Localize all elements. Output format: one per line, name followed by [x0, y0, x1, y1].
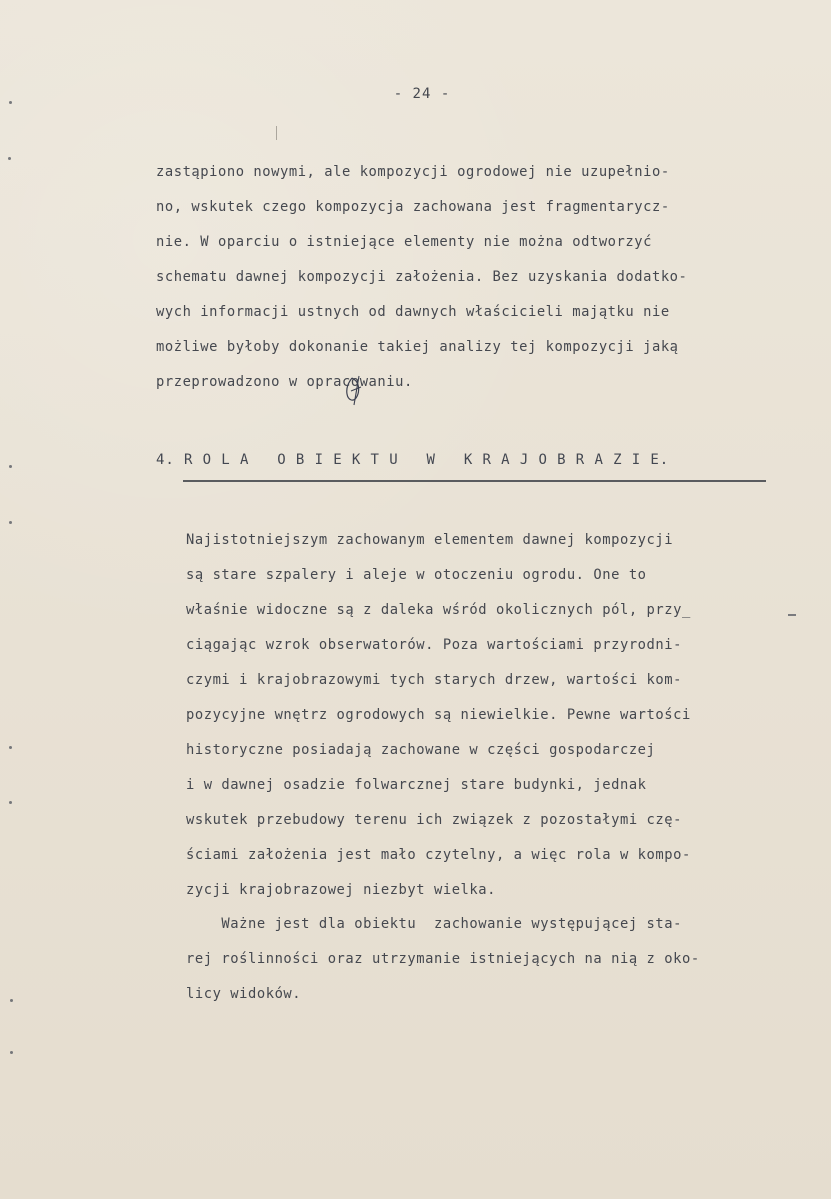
role-paragraph-line-1: Najistotniejszym zachowanym elementem dawnej kompozycji — [186, 532, 674, 548]
role-paragraph-line-4: ciągając wzrok obserwatorów. Poza wartościami przyrodni- — [186, 637, 682, 653]
role-paragraph-line-6: pozycyjne wnętrz ogrodowych są niewielkie. Pewne wartości — [186, 707, 691, 723]
section-heading-underline — [183, 480, 766, 482]
paper-dash-mark — [788, 614, 796, 616]
top-paragraph-line-4: schematu dawnej kompozycji założenia. Bez uzyskania dodatko- — [156, 269, 688, 285]
paper-tick-mark — [276, 126, 277, 140]
role-paragraph-line-10: ściami założenia jest mało czytelny, a więc rola w kompo- — [186, 847, 691, 863]
top-paragraph-line-5: wych informacji ustnych od dawnych właścicieli majątku nie — [156, 304, 670, 320]
role-paragraph-line-8: i w dawnej osadzie folwarcznej stare budynki, jednak — [186, 777, 647, 793]
role-paragraph-line-3: właśnie widoczne są z daleka wśród okolicznych pól, przy_ — [186, 602, 691, 618]
role-paragraph-line-11: zycji krajobrazowej niezbyt wielka. — [186, 882, 496, 898]
margin-dot-3 — [9, 465, 12, 468]
role-paragraph — [186, 532, 796, 898]
margin-dot-6 — [9, 801, 12, 804]
closing-paragraph-line-3: licy widoków. — [186, 986, 302, 1002]
closing-paragraph-line-1: Ważne jest dla obiektu zachowanie występującej sta- — [186, 916, 682, 932]
margin-dot-8 — [10, 1051, 13, 1054]
closing-paragraph-line-2: rej roślinności oraz utrzymanie istniejących na nią z oko- — [186, 951, 700, 967]
role-paragraph-line-9: wskutek przebudowy terenu ich związek z pozostałymi czę- — [186, 812, 682, 828]
margin-dot-5 — [9, 746, 12, 749]
role-paragraph-line-7: historyczne posiadają zachowane w części gospodarczej — [186, 742, 656, 758]
role-paragraph-line-2: są stare szpalery i aleje w otoczeniu ogrodu. One to — [186, 567, 647, 583]
top-paragraph-line-7: przeprowadzono w opracowaniu. — [156, 374, 413, 390]
role-paragraph-line-5: czymi i krajobrazowymi tych starych drzew, wartości kom- — [186, 672, 682, 688]
closing-paragraph — [186, 916, 806, 1016]
section-heading: 4. R O L A O B I E K T U W K R A J O B R A Z I E. — [156, 452, 670, 468]
top-paragraph — [156, 164, 788, 400]
page-number: - 24 - — [393, 86, 451, 102]
top-paragraph-line-1: zastąpiono nowymi, ale kompozycji ogrodowej nie uzupełnio- — [156, 164, 670, 180]
margin-dot-1 — [9, 101, 12, 104]
margin-dot-2 — [8, 157, 11, 160]
margin-dot-4 — [9, 521, 12, 524]
top-paragraph-line-3: nie. W oparciu o istniejące elementy nie można odtworzyć — [156, 234, 652, 250]
margin-dot-7 — [10, 999, 13, 1002]
top-paragraph-line-2: no, wskutek czego kompozycja zachowana jest fragmentarycz- — [156, 199, 670, 215]
handwritten-correction-mark — [341, 374, 369, 408]
top-paragraph-line-6: możliwe byłoby dokonanie takiej analizy tej kompozycji jaką — [156, 339, 679, 355]
